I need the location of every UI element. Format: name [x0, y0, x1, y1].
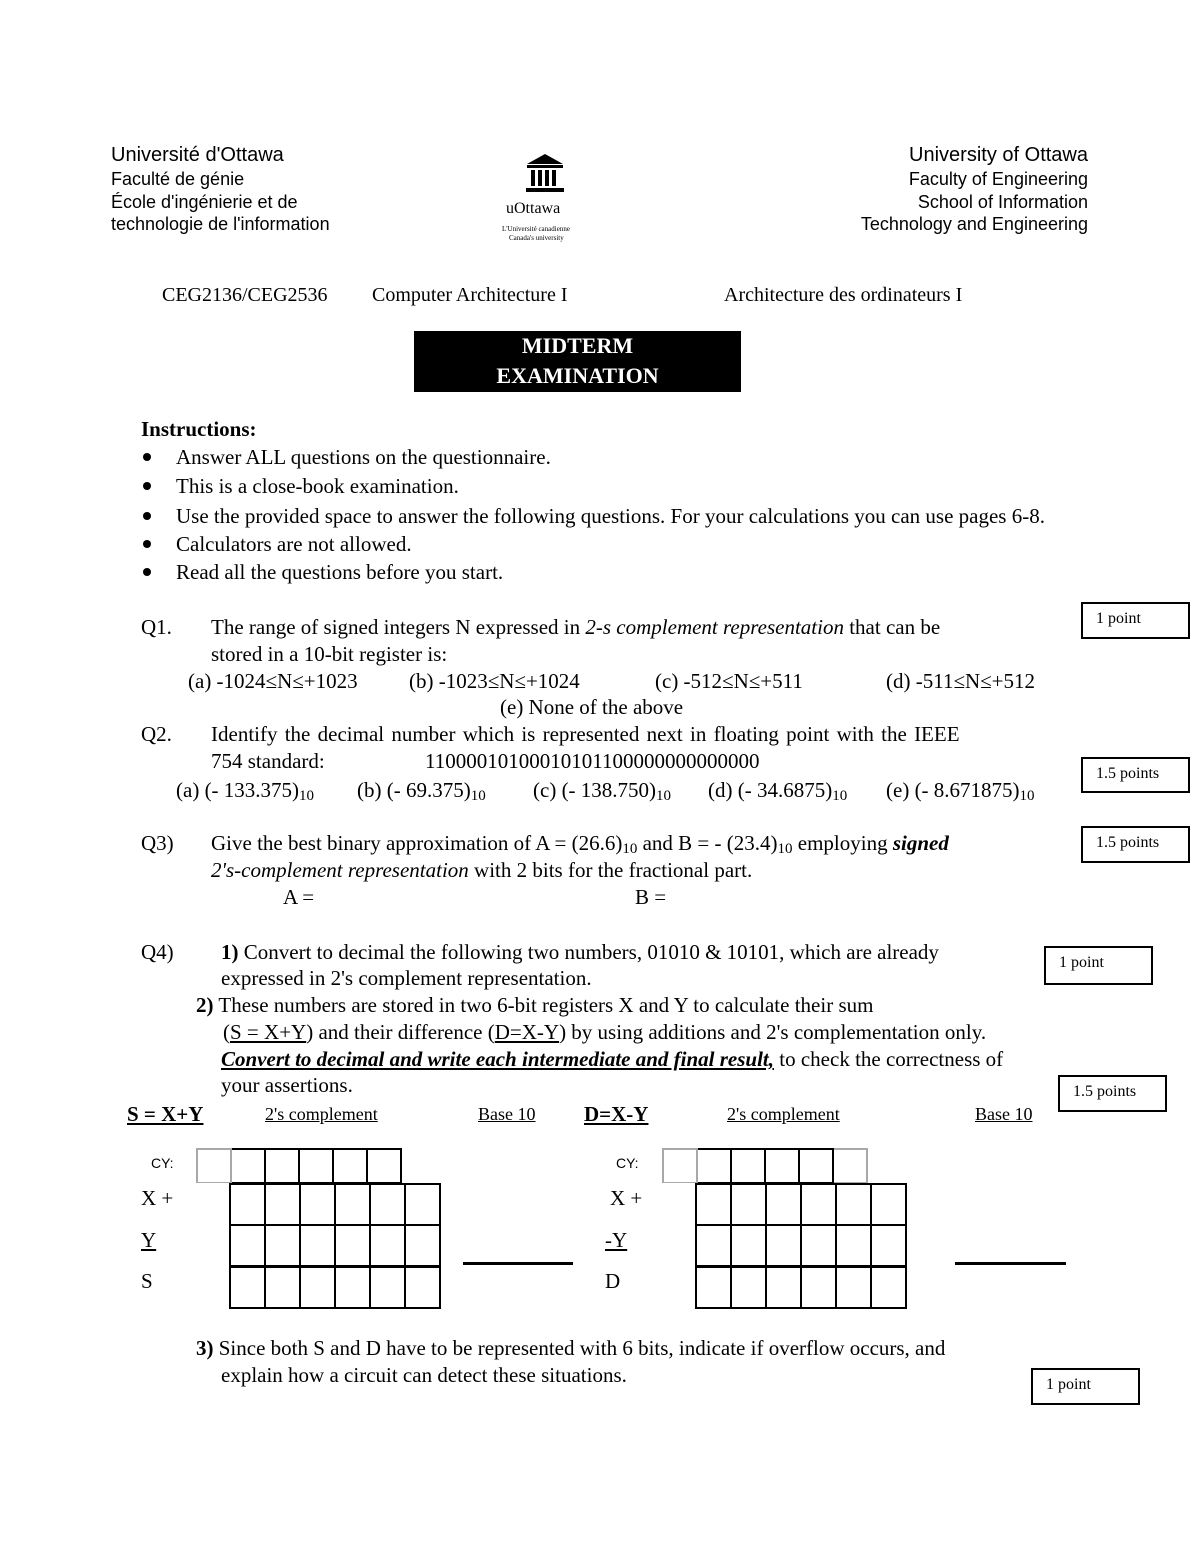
sum-bit-grid[interactable] — [229, 1183, 441, 1309]
sum-table-heading: S = X+Y — [127, 1102, 204, 1126]
q4-part1-line1: 1) Convert to decimal the following two numbers, 01010 & 10101, which are already — [221, 940, 939, 964]
instruction-item: This is a close-book examination. — [176, 474, 459, 498]
sum-carry-row[interactable] — [196, 1148, 402, 1183]
bullet-icon — [143, 512, 151, 520]
sum-row-y — [230, 1225, 440, 1267]
q4-part2-line2: (S = X+Y) and their difference (D=X-Y) by using additions and 2's complementation only. — [223, 1020, 987, 1044]
bullet-icon — [143, 540, 151, 548]
q1-option-b: (b) -1023≤N≤+1024 — [409, 669, 580, 693]
diff-table-col-2s-complement: 2's complement — [727, 1104, 840, 1124]
sum-table-col-base10: Base 10 — [478, 1104, 536, 1124]
q2-option-d: (d) (- $34.6875)_{10}$ — [708, 778, 848, 804]
q2-option-b: (b) (- $69.375)_{10}$ — [357, 778, 486, 804]
school-name-en-line1: School of Information — [917, 192, 1088, 212]
diff-row-label-neg-y: -Y — [605, 1228, 628, 1252]
q1-points-box: 1 point — [1081, 602, 1190, 639]
diff-row-d — [696, 1267, 906, 1309]
q2-text-line1: Identify the decimal number which is represented next in floating point with the IEEE — [211, 722, 960, 746]
q2-option-a: (a) (- $133.375)_{10}$ — [176, 778, 315, 804]
q4-part3-points-box: 1 point — [1031, 1368, 1140, 1405]
q3-points-box: 1.5 points — [1081, 826, 1190, 863]
sum-carry-label: CY: — [151, 1155, 174, 1171]
diff-base10-answer-line[interactable] — [955, 1262, 1066, 1265]
instruction-item: Calculators are not allowed. — [176, 532, 412, 556]
q4-part3-line2: explain how a circuit can detect these situations. — [221, 1363, 627, 1387]
school-name-fr-line2: technologie de l'information — [111, 214, 330, 234]
diff-carry-row[interactable] — [662, 1148, 868, 1183]
sum-table-col-2s-complement: 2's complement — [265, 1104, 378, 1124]
q2-binary-number: 11000010100010101100000000000000 — [425, 749, 760, 773]
q4-part2-line1: 2) These numbers are stored in two 6-bit registers X and Y to calculate their sum — [196, 993, 874, 1017]
diff-bit-grid[interactable] — [695, 1183, 907, 1309]
q1-option-a: (a) -1024≤N≤+1023 — [188, 669, 358, 693]
q4-part1-line2: expressed in 2's complement representation. — [221, 966, 592, 990]
q1-option-c: (c) -512≤N≤+511 — [655, 669, 803, 693]
uottawa-logo — [500, 152, 590, 247]
q4-label: Q4) — [141, 940, 174, 964]
diff-table-col-base10: Base 10 — [975, 1104, 1033, 1124]
q1-option-e: (e) None of the above — [500, 695, 684, 719]
instructions-heading: Instructions: — [141, 417, 257, 441]
exam-title-banner — [414, 331, 741, 392]
building-columns-icon — [525, 152, 565, 196]
logo-tagline-en: Canada's university — [509, 234, 564, 242]
q2-option-e: (e) (- $8.671875)_{10}$ — [886, 778, 1035, 804]
bullet-icon — [143, 453, 151, 461]
q3-answer-b-label: B = — [635, 885, 667, 909]
sum-base10-answer-line[interactable] — [463, 1262, 573, 1265]
q4-part3-line1: 3) Since both S and D have to be represented with 6 bits, indicate if overflow occurs, and — [196, 1336, 946, 1360]
school-name-fr-line1: École d'ingénierie et de — [111, 192, 298, 212]
diff-row-label-x: X + — [610, 1186, 643, 1210]
q4-part1-points-box: 1 point — [1044, 946, 1153, 985]
course-code: CEG2136/CEG2536 — [162, 284, 328, 306]
diff-row-neg-y — [696, 1225, 906, 1267]
school-name-en-line2: Technology and Engineering — [860, 214, 1088, 234]
q1-text-line1: The range of signed integers N expressed in 2-s complement representation that can be — [211, 615, 941, 639]
sum-row-s — [230, 1267, 440, 1309]
exam-title-line1: MIDTERM — [521, 333, 634, 358]
course-title-en: Computer Architecture I — [372, 284, 568, 306]
logo-tagline-fr: L'Université canadienne — [502, 225, 570, 233]
q3-answer-a-label: A = — [283, 885, 315, 909]
q2-option-c: (c) (- $138.750)_{10}$ — [533, 778, 672, 804]
university-name-en: University of Ottawa — [909, 144, 1088, 166]
q1-option-d: (d) -511≤N≤+512 — [886, 669, 1036, 693]
q4-part2-line3: Convert to decimal and write each intermediate and final result, to check the correctness of — [221, 1047, 1004, 1071]
bullet-icon — [143, 482, 151, 490]
diff-table-heading: D=X-Y — [584, 1102, 649, 1126]
q1-label: Q1. — [141, 615, 172, 639]
faculty-name-en: Faculty of Engineering — [908, 169, 1088, 189]
instruction-item: Use the provided space to answer the following questions. For your calculations you can use pages 6-8. — [176, 504, 1045, 528]
logo-wordmark: uOttawa — [506, 200, 561, 217]
q4-part2-points-box: 1.5 points — [1058, 1075, 1167, 1112]
diff-carry-label: CY: — [616, 1155, 639, 1171]
q1-text-line2: stored in a 10-bit register is: — [211, 642, 448, 666]
course-title-fr: Architecture des ordinateurs I — [724, 284, 963, 306]
instruction-item: Answer ALL questions on the questionnaire. — [176, 445, 551, 469]
diff-row-x — [696, 1184, 906, 1225]
bullet-icon — [143, 568, 151, 576]
exam-title-line2: EXAMINATION — [496, 363, 659, 388]
faculty-name-fr: Faculté de génie — [111, 169, 245, 189]
q2-label: Q2. — [141, 722, 172, 746]
instruction-item: Read all the questions before you start. — [176, 560, 504, 584]
sum-row-x — [230, 1184, 440, 1225]
q3-text-line1: Give the best binary approximation of $A = (26.6)_{10}$ and B = - $(23.4)_{10}$ employing signed — [211, 831, 949, 857]
q3-text-line2: 2's-complement representation with 2 bits for the fractional part. — [211, 858, 753, 882]
university-name-fr: Université d'Ottawa — [111, 144, 284, 166]
diff-row-label-d: D — [605, 1269, 621, 1293]
sum-row-label-x: X + — [141, 1186, 174, 1210]
q3-label: Q3) — [141, 831, 174, 855]
q2-points-box: 1.5 points — [1081, 757, 1190, 793]
sum-row-label-y: Y — [141, 1228, 157, 1252]
q4-part2-line4: your assertions. — [221, 1073, 353, 1097]
q2-text-line2: 754 standard: — [211, 749, 325, 773]
sum-row-label-s: S — [141, 1269, 153, 1293]
